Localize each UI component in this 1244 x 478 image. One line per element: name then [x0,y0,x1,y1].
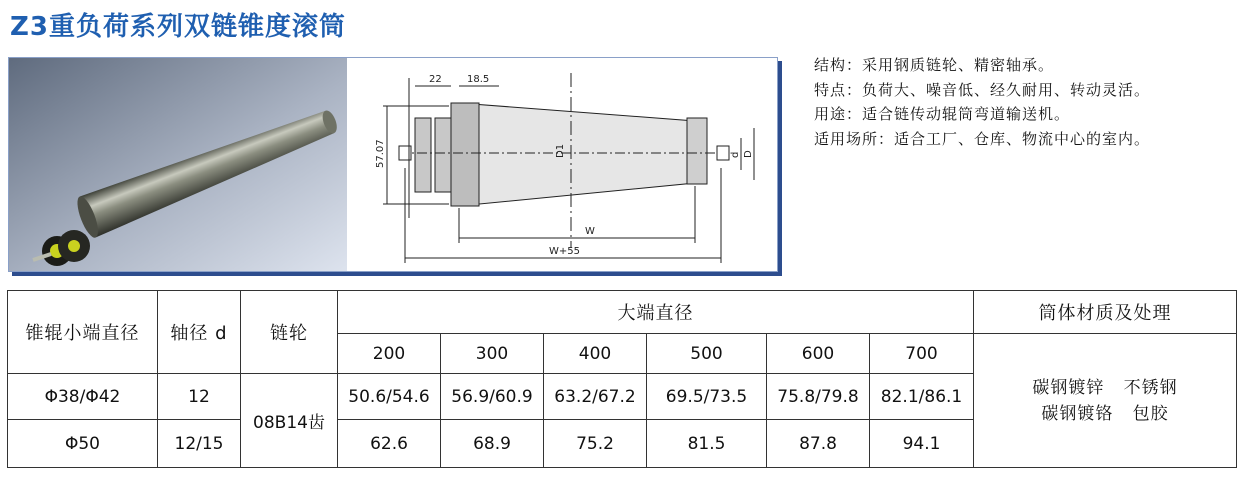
table-cell: 63.2/67.2 [544,374,647,420]
dim-22: 22 [429,74,442,85]
large-dia-700: 700 [870,334,974,374]
sprocket-spec: 08B14齿 [241,374,338,468]
table-cell: 69.5/73.5 [647,374,767,420]
small-dia: Φ38/Φ42 [8,374,158,420]
header-shaft-diameter: 轴径 d [158,291,241,374]
spec-usage: 用途：适合链传动辊筒弯道输送机。 [814,105,1071,123]
large-dia-500: 500 [647,334,767,374]
shaft-dia: 12/15 [158,420,241,468]
table-cell: 68.9 [441,420,544,468]
header-material: 筒体材质及处理 [974,291,1237,334]
technical-drawing [349,58,777,271]
table-cell: 94.1 [870,420,974,468]
small-dia: Φ50 [8,420,158,468]
large-dia-300: 300 [441,334,544,374]
large-dia-600: 600 [767,334,870,374]
dim-d: d [730,151,741,158]
material-line-2: 碳钢镀铬 包胶 [1041,403,1169,424]
header-sprocket: 链轮 [241,291,338,374]
large-dia-200: 200 [338,334,441,374]
spec-list [814,56,1242,154]
page-title: Z3重负荷系列双链锥度滚筒 [10,12,346,42]
table-cell: 87.8 [767,420,870,468]
large-dia-400: 400 [544,334,647,374]
spec-structure: 结构：采用钢质链轮、精密轴承。 [814,56,1055,74]
spec-features: 特点：负荷大、噪音低、经久耐用、转动灵活。 [814,80,1151,99]
material-line-1: 碳钢镀锌 不锈钢 [1032,377,1178,398]
material-cell [974,334,1237,468]
header-small-end-diameter: 锥辊小端直径 [8,291,158,374]
table-cell: 81.5 [647,420,767,468]
header-large-end-diameter: 大端直径 [338,291,974,334]
dim-W55: W+55 [549,246,580,257]
dim-D1: D1 [555,143,566,158]
table-cell: 75.8/79.8 [767,374,870,420]
dim-D: D [743,150,754,158]
dim-W: W [585,226,595,237]
spec-applicable-places: 适用场所：适合工厂、仓库、物流中心的室内。 [814,129,1151,148]
dim-57-07: 57.07 [375,139,386,168]
dim-18-5: 18.5 [467,74,490,85]
shaft-dia: 12 [158,374,241,420]
spec-table [7,290,1237,468]
table-cell: 82.1/86.1 [870,374,974,420]
product-image-panel [8,57,778,272]
table-cell: 50.6/54.6 [338,374,441,420]
table-cell: 56.9/60.9 [441,374,544,420]
roller-photo [9,58,347,271]
table-cell: 62.6 [338,420,441,468]
table-cell: 75.2 [544,420,647,468]
